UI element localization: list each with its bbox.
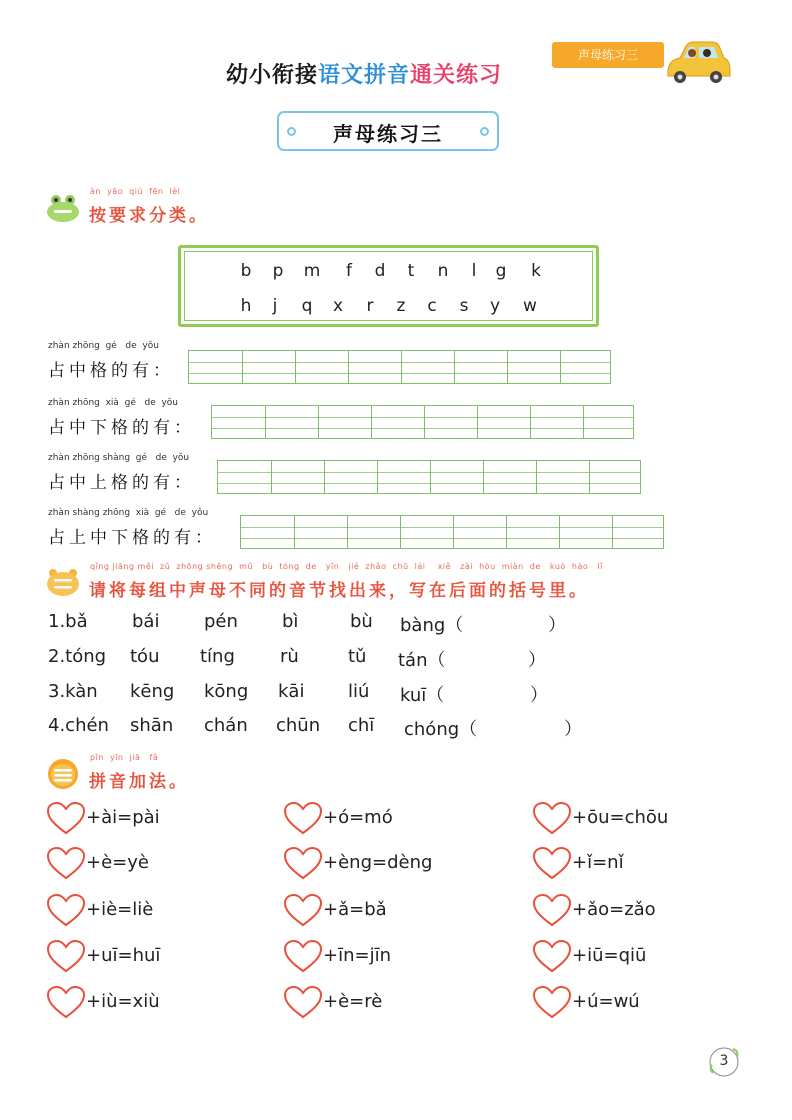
letter: w bbox=[523, 296, 537, 316]
addition-equation: +ó=mó bbox=[323, 807, 393, 828]
writing-grid[interactable] bbox=[188, 350, 611, 384]
book-title-part1: 幼小衔接 bbox=[226, 63, 319, 88]
heart-answer-box[interactable] bbox=[283, 801, 323, 835]
row-pinyin: zhàn shàng zhōng xià gé de yǒu bbox=[48, 508, 209, 518]
letter: r bbox=[366, 296, 374, 316]
lesson-title: 声母练习三 bbox=[333, 122, 443, 146]
row-label: 占中下格的有： bbox=[48, 418, 195, 438]
heart-answer-box[interactable] bbox=[46, 893, 86, 927]
heart-answer-box[interactable] bbox=[532, 846, 572, 880]
writing-grid[interactable] bbox=[217, 460, 641, 494]
heart-answer-box[interactable] bbox=[283, 985, 323, 1019]
addition-equation: +ǐ=nǐ bbox=[572, 852, 624, 873]
section-two-tiger-icon bbox=[46, 567, 80, 597]
car-illustration-icon bbox=[662, 38, 732, 86]
letter: t bbox=[407, 261, 415, 281]
addition-equation: +ǎo=zǎo bbox=[572, 899, 656, 920]
heart-answer-box[interactable] bbox=[283, 893, 323, 927]
section-two-pinyin: qǐng jiāng měi zǔ zhōng shēng mǔ bù tóng de yīn jié zhǎo chū lái xiě zài hòu miàn de kuò hào lǐ bbox=[90, 562, 603, 571]
heart-answer-box[interactable] bbox=[283, 846, 323, 880]
heart-answer-box[interactable] bbox=[532, 801, 572, 835]
page-number bbox=[707, 1045, 741, 1079]
addition-equation: +è=rè bbox=[323, 991, 383, 1012]
page-number-text: 3 bbox=[719, 1053, 729, 1069]
section-one-title: 按要求分类。 bbox=[89, 206, 209, 226]
book-title-part3: 通关练习 bbox=[410, 63, 503, 88]
addition-equation: +iū=qiū bbox=[572, 945, 647, 966]
letter: f bbox=[346, 261, 352, 281]
addition-equation: +īn=jīn bbox=[323, 945, 391, 966]
book-title bbox=[226, 58, 502, 89]
lesson-ribbon: 声母练习三 bbox=[552, 42, 664, 68]
heart-answer-box[interactable] bbox=[532, 985, 572, 1019]
row-label: 占中上格的有： bbox=[48, 473, 195, 493]
section-two-title: 请将每组中声母不同的音节找出来，写在后面的括号里。 bbox=[89, 581, 589, 601]
heart-answer-box[interactable] bbox=[532, 939, 572, 973]
letter: g bbox=[495, 261, 507, 281]
addition-equation: +iù=xiù bbox=[86, 991, 160, 1012]
heart-answer-box[interactable] bbox=[46, 846, 86, 880]
row-pinyin: zhàn zhōng xià gé de yǒu bbox=[48, 398, 178, 408]
letter: s bbox=[459, 296, 469, 316]
section-three-pinyin: pīn yīn jiā fǎ bbox=[90, 753, 159, 762]
letter: j bbox=[272, 296, 278, 316]
letter: h bbox=[240, 296, 252, 316]
heart-answer-box[interactable] bbox=[46, 801, 86, 835]
letters-box bbox=[178, 245, 599, 327]
lesson-title-box bbox=[277, 111, 499, 151]
letter: x bbox=[332, 296, 344, 316]
letter: m bbox=[303, 261, 321, 281]
addition-equation: +èng=dèng bbox=[323, 852, 433, 873]
decor-dot-icon bbox=[480, 127, 489, 136]
heart-answer-box[interactable] bbox=[532, 893, 572, 927]
addition-equation: +ǎ=bǎ bbox=[323, 899, 387, 920]
addition-equation: +ōu=chōu bbox=[572, 807, 669, 828]
addition-equation: +è=yè bbox=[86, 852, 149, 873]
row-label: 占中格的有： bbox=[48, 361, 174, 381]
heart-answer-box[interactable] bbox=[46, 939, 86, 973]
letter: p bbox=[272, 261, 284, 281]
letter: k bbox=[531, 261, 541, 281]
letter: c bbox=[427, 296, 437, 316]
letter: d bbox=[374, 261, 386, 281]
writing-grid[interactable] bbox=[211, 405, 634, 439]
addition-equation: +uī=huī bbox=[86, 945, 161, 966]
addition-equation: +ú=wú bbox=[572, 991, 640, 1012]
section-three-lion-icon bbox=[46, 759, 80, 789]
letter: q bbox=[301, 296, 313, 316]
row-label: 占上中下格的有： bbox=[48, 528, 216, 548]
letter: y bbox=[489, 296, 501, 316]
letter: l bbox=[471, 261, 477, 281]
book-title-part2: 语文拼音 bbox=[318, 63, 411, 88]
row-pinyin: zhàn zhōng shàng gé de yǒu bbox=[48, 453, 190, 463]
section-one-pinyin: àn yāo qiú fēn lèi bbox=[90, 187, 181, 196]
addition-equation: +ài=pài bbox=[86, 807, 160, 828]
addition-equation: +iè=liè bbox=[86, 899, 154, 920]
section-three-title: 拼音加法。 bbox=[89, 772, 189, 792]
row-pinyin: zhàn zhōng gé de yǒu bbox=[48, 341, 159, 351]
writing-grid[interactable] bbox=[240, 515, 664, 549]
heart-answer-box[interactable] bbox=[283, 939, 323, 973]
section-one-frog-icon bbox=[46, 193, 80, 223]
letter: z bbox=[396, 296, 406, 316]
letter: n bbox=[437, 261, 449, 281]
letter: b bbox=[240, 261, 252, 281]
heart-answer-box[interactable] bbox=[46, 985, 86, 1019]
